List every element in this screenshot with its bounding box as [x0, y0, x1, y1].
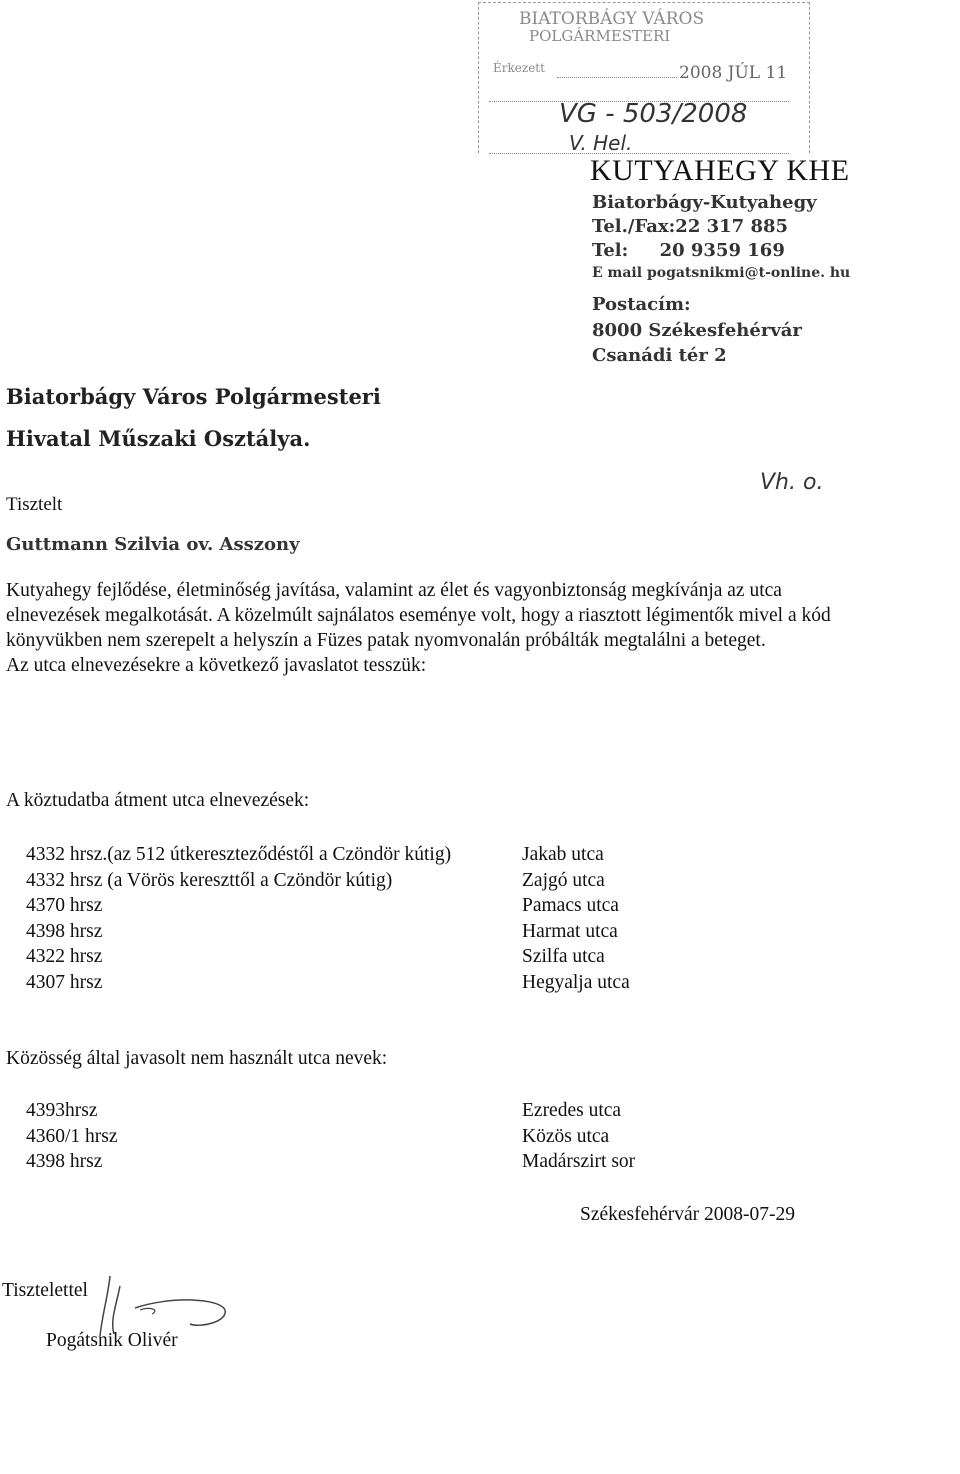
list-item-name: Hegyalja utca: [522, 971, 630, 993]
recipient-line-2: Hivatal Műszaki Osztálya.: [6, 426, 311, 451]
registration-stamp: [478, 2, 810, 153]
sender-line: Tel./Fax:22 317 885: [592, 216, 789, 237]
section2-title: Közösség által javasolt nem használt utca nevek:: [6, 1048, 388, 1069]
sender-line: 8000 Székesfehérvár: [592, 320, 802, 341]
sender-line: Csanádi tér 2: [592, 345, 727, 366]
body-text: [6, 578, 846, 678]
place-date: Székesfehérvár 2008-07-29: [580, 1204, 795, 1225]
greeting-tisztelt: Tisztelt: [6, 494, 63, 515]
list-item-plot: 4398 hrsz: [26, 920, 103, 942]
stamp-handler-handwritten: V. Hel.: [569, 131, 633, 155]
handwritten-note: Vh. o.: [760, 470, 824, 495]
list-item-name: Harmat utca: [522, 920, 618, 942]
sender-email: E mail pogatsnikmi@t-online. hu: [592, 265, 851, 281]
list-item-name: Ezredes utca: [522, 1100, 622, 1121]
section1-plot-list: [26, 842, 451, 995]
sender-org: KUTYAHEGY KHE: [590, 154, 850, 187]
section1-name-list: [522, 842, 630, 995]
stamp-heading-1: BIATORBÁGY VÁROS: [519, 9, 705, 29]
greeting-name: Guttmann Szilvia ov. Asszony: [6, 534, 300, 555]
list-item-name: Pamacs utca: [522, 895, 619, 916]
stamp-dotted-line: [557, 77, 677, 78]
list-item-plot: 4370 hrsz: [26, 895, 103, 916]
recipient-line-1: Biatorbágy Város Polgármesteri: [6, 384, 381, 409]
stamp-heading-2: POLGÁRMESTERI: [529, 27, 671, 45]
body-paragraph: Kutyahegy fejlődése, életminőség javítása, valamint az élet és vagyonbiztonság megkívánja az utca elnevezések megalkotását. A közelmúlt sajnálatos eseménye volt, hogy a riasztott légimentők mivel a kód könyvükben nem szerepelt a helyszín a Füzes patak nyomvonalán próbálták megtalálni a beteget.: [6, 580, 831, 651]
salutation: Tisztelettel: [2, 1280, 88, 1301]
signer-name: Pogátsnik Olivér: [46, 1330, 178, 1351]
stamp-date-value: 2008 JÚL 11: [679, 63, 788, 83]
list-item-plot: 4332 hrsz (a Vörös kereszttől a Czöndör kútig): [26, 869, 393, 891]
sender-line: Postacím:: [592, 294, 691, 315]
stamp-date-label: Érkezett: [493, 61, 545, 75]
list-item-name: Szilfa utca: [522, 946, 605, 967]
stamp-reference-handwritten: VG - 503/2008: [559, 99, 748, 129]
sender-line: Biatorbágy-Kutyahegy: [592, 192, 817, 213]
list-item-name: Madárszirt sor: [522, 1151, 636, 1172]
list-item-plot: 4398 hrsz: [26, 1151, 103, 1172]
list-item-name: Közös utca: [522, 1125, 610, 1147]
section1-title: A köztudatba átment utca elnevezések:: [6, 790, 310, 811]
section2-name-list: [522, 1098, 635, 1175]
list-item-name: Zajgó utca: [522, 869, 605, 891]
list-item-name: Jakab utca: [522, 844, 604, 865]
list-item-plot: 4307 hrsz: [26, 971, 103, 993]
list-item-plot: 4360/1 hrsz: [26, 1125, 118, 1147]
sender-line: Tel: 20 9359 169: [592, 240, 785, 261]
proposal-intro: Az utca elnevezésekre a következő javaslatot tesszük:: [6, 655, 427, 676]
list-item-plot: 4393hrsz: [26, 1100, 98, 1121]
list-item-plot: 4332 hrsz.(az 512 útkereszteződéstől a Czöndör kútig): [26, 844, 452, 865]
section2-plot-list: [26, 1098, 118, 1175]
list-item-plot: 4322 hrsz: [26, 946, 103, 967]
